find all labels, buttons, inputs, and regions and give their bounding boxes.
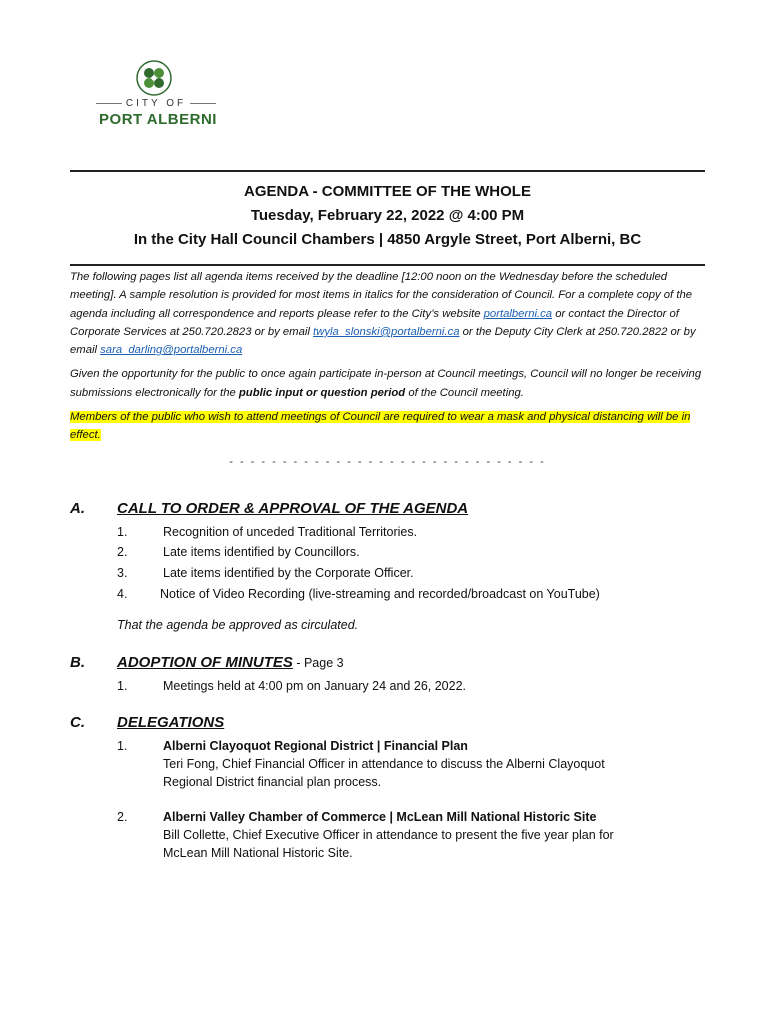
logo-name: PORT ALBERNI [99, 111, 217, 128]
clover-emblem-icon [136, 60, 172, 96]
section-b-heading [117, 654, 344, 672]
section-c-letter: C. [70, 714, 85, 731]
section-b-title: ADOPTION OF MINUTES [117, 654, 293, 671]
section-c-title: DELEGATIONS [117, 714, 225, 731]
intro-paragraph-1: The following pages list all agenda items received by the deadline [12:00 noon on the Wednesday before the scheduled meeting]. A sample resolution is provided for most items in italics for the consideration of Council. For a complete copy of the agenda including all correspondence and reports please refer to the City’s website portalberni.ca or contact the Director of Corporate Services at 250.720.2823 or by email twyla_slonski@portalberni.ca or the Deputy City Clerk at 250.720.2822 or by email sara_darling@portalberni.ca [70, 271, 696, 357]
section-a-resolution: That the agenda be approved as circulated. [117, 618, 359, 632]
section-a-title: CALL TO ORDER & APPROVAL OF THE AGENDA [117, 500, 469, 517]
top-rule [70, 170, 705, 172]
logo-city-of: CITY OF [88, 98, 224, 109]
delegation-description-line: Teri Fong, Chief Financial Officer in attendance to discuss the Alberni Clayoquot [163, 757, 605, 771]
title-rule [70, 264, 705, 266]
website-link[interactable]: portalberni.ca [483, 307, 553, 320]
city-logo [88, 58, 228, 130]
delegation-description-line: Regional District financial plan process. [163, 775, 382, 789]
section-a-letter: A. [70, 500, 85, 517]
meeting-location: In the City Hall Council Chambers | 4850 Argyle Street, Port Alberni, BC [133, 231, 642, 248]
section-b-page-ref: - Page 3 [292, 656, 344, 670]
agenda-title-block [70, 180, 705, 252]
delegation-heading: Alberni Clayoquot Regional District | Financial Plan [163, 739, 468, 753]
delegation-description-line: Bill Collette, Chief Executive Officer in attendance to present the five year plan for [163, 828, 614, 842]
intro-paragraph-2: Given the opportunity for the public to once again participate in-person at Council meetings, Council will no longer be receiving submissions electronically for the public input or question period of the Council meeting. [70, 368, 702, 399]
mask-notice-highlight: Members of the public who wish to attend meetings of Council are required to wear a mask and physical distancing will be in effect. [70, 411, 691, 442]
director-email-link[interactable]: twyla_slonski@portalberni.ca [313, 325, 460, 338]
delegation-description-line: McLean Mill National Historic Site. [163, 846, 353, 860]
agenda-title: AGENDA - COMMITTEE OF THE WHOLE [244, 183, 531, 200]
dash-separator: - - - - - - - - - - - - - - - - - - - - - - - - - - - - - - [229, 456, 546, 468]
intro-paragraph-3 [70, 408, 710, 445]
meeting-date: Tuesday, February 22, 2022 @ 4:00 PM [250, 207, 525, 224]
intro-notice [70, 268, 710, 451]
delegation-heading: Alberni Valley Chamber of Commerce | McLean Mill National Historic Site [163, 810, 597, 824]
section-b-letter: B. [70, 654, 85, 671]
clerk-email-link[interactable]: sara_darling@portalberni.ca [100, 344, 243, 357]
